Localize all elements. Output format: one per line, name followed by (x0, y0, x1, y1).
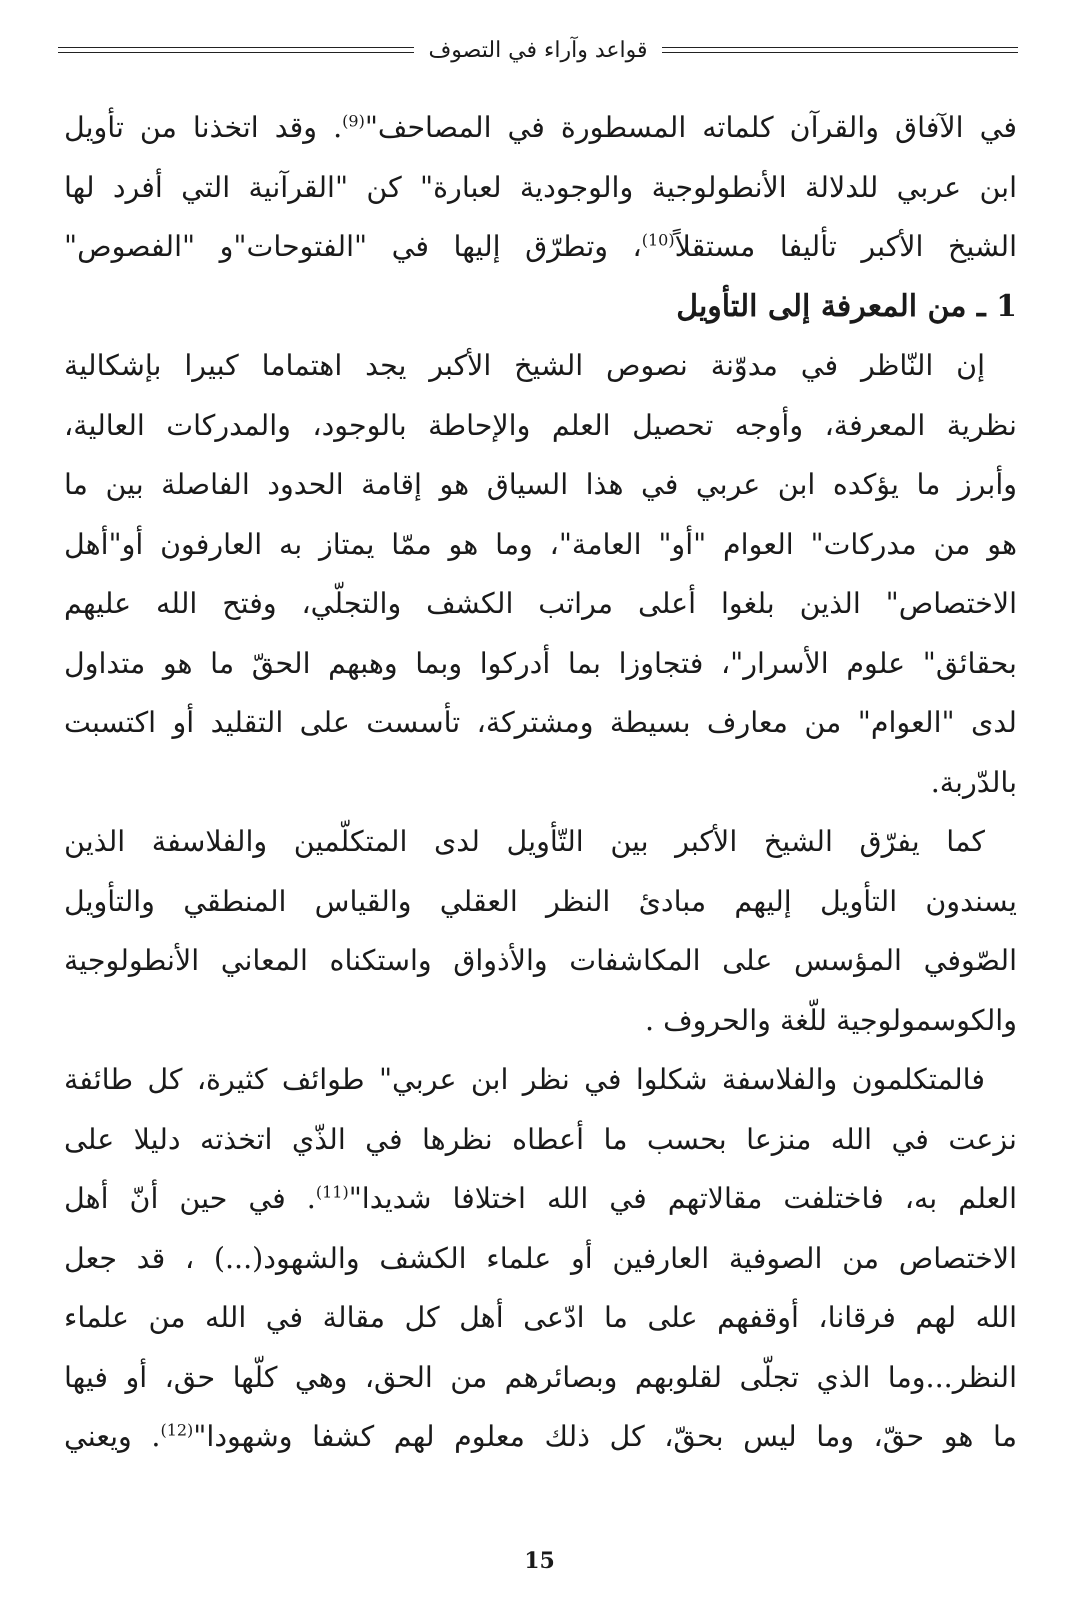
text-line: إن النّاظر في مدوّنة نصوص الشيخ الأكبر يجد اهتماما كبيرا بإشكالية (64, 349, 985, 382)
text-line: ابن عربي للدلالة الأنطولوجية والوجودية لعبارة" كن "القرآنية التي أفرد لها (64, 170, 1017, 204)
text-line: وأبرز ما يؤكده ابن عربي في هذا السياق هو إقامة الحدود الفاصلة بين ما (64, 468, 1017, 501)
text-line: نظرية المعرفة، وأوجه تحصيل العلم والإحاطة بالوجود، والمدركات العالية، (64, 408, 1017, 442)
running-header (58, 30, 1018, 70)
text-line: بالدّربة. (930, 765, 1017, 799)
text-line: نزعت في الله منزعا بحسب ما أعطاه نظرها في الذّي اتخذته دليلا على (64, 1122, 1017, 1156)
text-line: هو من مدركات" العوام "أو" العامة"، وما هو ممّا يمتاز به العارفون أو"أهل (64, 527, 1017, 561)
text-line: كما يفرّق الشيخ الأكبر بين التّأويل لدى المتكلّمين والفلاسفة الذين (64, 825, 985, 858)
text-line: العلم به، فاختلفت مقالاتهم في الله اختلافا شديدا"$^{(11)}$. في حين أنّ أهل (64, 1182, 1017, 1215)
text-line: الله لهم فرقانا، أوقفهم على ما ادّعى أهل كل مقالة في الله من علماء (64, 1301, 1017, 1334)
text-line: ما هو حقّ، وما ليس بحقّ، كل ذلك معلوم لهم كشفا وشهودا"$^{(12)}$. ويعني (64, 1420, 1017, 1453)
text-line: بحقائق" علوم الأسرار"، فتجاوزا بما أدركوا وبما وهبهم الحقّ ما هو متداول (64, 646, 1017, 680)
text-line: الصّوفي المؤسس على المكاشفات والأذواق واستكناه المعاني الأنطولوجية (64, 944, 1017, 977)
header-rule-left (58, 45, 414, 55)
text-line: فالمتكلمون والفلاسفة شكلوا في نظر ابن عربي" طوائف كثيرة، كل طائفة (64, 1063, 985, 1096)
text-line: النظر...وما الذي تجلّى لقلوبهم وبصائرهم من الحق، وهي كلّها حق، أو فيها (64, 1360, 1017, 1394)
running-header-title: قواعد وآراء في التصوف (428, 37, 648, 63)
body-text (64, 98, 1017, 1467)
section-heading: 1 ـ من المعرفة إلى التأويل (676, 288, 1017, 324)
text-line: يسندون التأويل إليهم مبادئ النظر العقلي والقياس المنطقي والتأويل (64, 884, 1017, 918)
page-number: 15 (524, 1548, 555, 1574)
header-rule-right (662, 45, 1018, 55)
text-line: والكوسمولوجية للّغة والحروف . (645, 1003, 1017, 1037)
text-line: الاختصاص من الصوفية العارفين أو علماء الكشف والشهود(...) ، قد جعل (64, 1241, 1017, 1275)
text-line: الشيخ الأكبر تأليفا مستقلاً$^{(10)}$، وتطرّق إليها في "الفتوحات"و "الفصوص" (64, 230, 1017, 263)
text-line: لدى "العوام" من معارف بسيطة ومشتركة، تأسست على التقليد أو اكتسبت (64, 706, 1017, 739)
text-line: في الآفاق والقرآن كلماته المسطورة في المصاحف"$^{(9)}$. وقد اتخذنا من تأويل (64, 111, 1017, 144)
text-line: الاختصاص" الذين بلغوا أعلى مراتب الكشف والتجلّي، وفتح الله عليهم (64, 587, 1017, 620)
